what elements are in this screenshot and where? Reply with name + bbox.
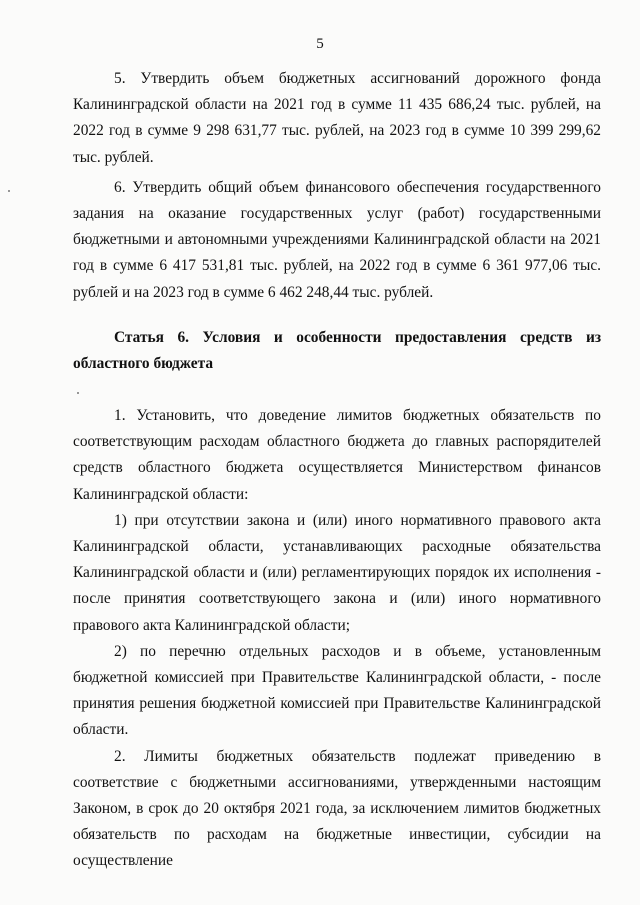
paragraph-road-fund: 5. Утвердить объем бюджетных ассигнований дорожного фонда Калининградской области на 2021 год в сумме 11 435 686,24 тыс. рублей, на 2022 год в сумме 9 298 631,77 тыс. рублей, на 2023 год в сумме 10 399 299,62 тыс. рублей. <box>73 70 601 166</box>
paragraph-item-2: 2) по перечню отдельных расходов и в объеме, установленным бюджетной комиссией при Правительстве Калининградской области, - после принятия решения бюджетной комиссией при Правительстве Калининградской области. <box>73 642 601 739</box>
article-6-heading: Статья 6. Условия и особенности предоставления средств из областного бюджета <box>73 329 601 372</box>
page-number: 5 <box>316 36 324 52</box>
article-5-continuation <box>73 66 601 306</box>
scan-speck <box>77 392 79 394</box>
scan-speck <box>8 190 10 192</box>
paragraph-limits-delivery: 1. Установить, что доведение лимитов бюджетных обязательств по соответствующим расходам областного бюджета до главных распорядителей средств областного бюджета осуществляется Министерством финансов Калининградской области: <box>73 407 601 503</box>
paragraph-state-assignment: 6. Утвердить общий объем финансового обеспечения государственного задания на оказание государственных услуг (работ) государственными бюджетными и автономными учреждениями Калининградской области на 2021 год в сумме 6 417 531,81 тыс. рублей, на 2022 год в сумме 6 361 977,06 тыс. рублей и на 2023 год в сумме 6 462 248,44 тыс. рублей. <box>73 178 601 301</box>
article-6-body <box>73 403 601 875</box>
paragraph-item-1: 1) при отсутствии закона и (или) иного нормативного правового акта Калининградской области, устанавливающих расходные обязательства Калининградской области и (или) регламентирующих порядок их исполнения - после принятия соответствующего закона и (или) иного нормативного правового акта Калининградской области; <box>73 511 601 634</box>
paragraph-limits-alignment: 2. Лимиты бюджетных обязательств подлежат приведению в соответствие с бюджетными ассигнованиями, утвержденными настоящим Законом, в срок до 20 октября 2021 года, за исключением лимитов бюджетных обязательств по расходам на бюджетные инвестиции, субсидии на осуществление <box>73 747 601 870</box>
